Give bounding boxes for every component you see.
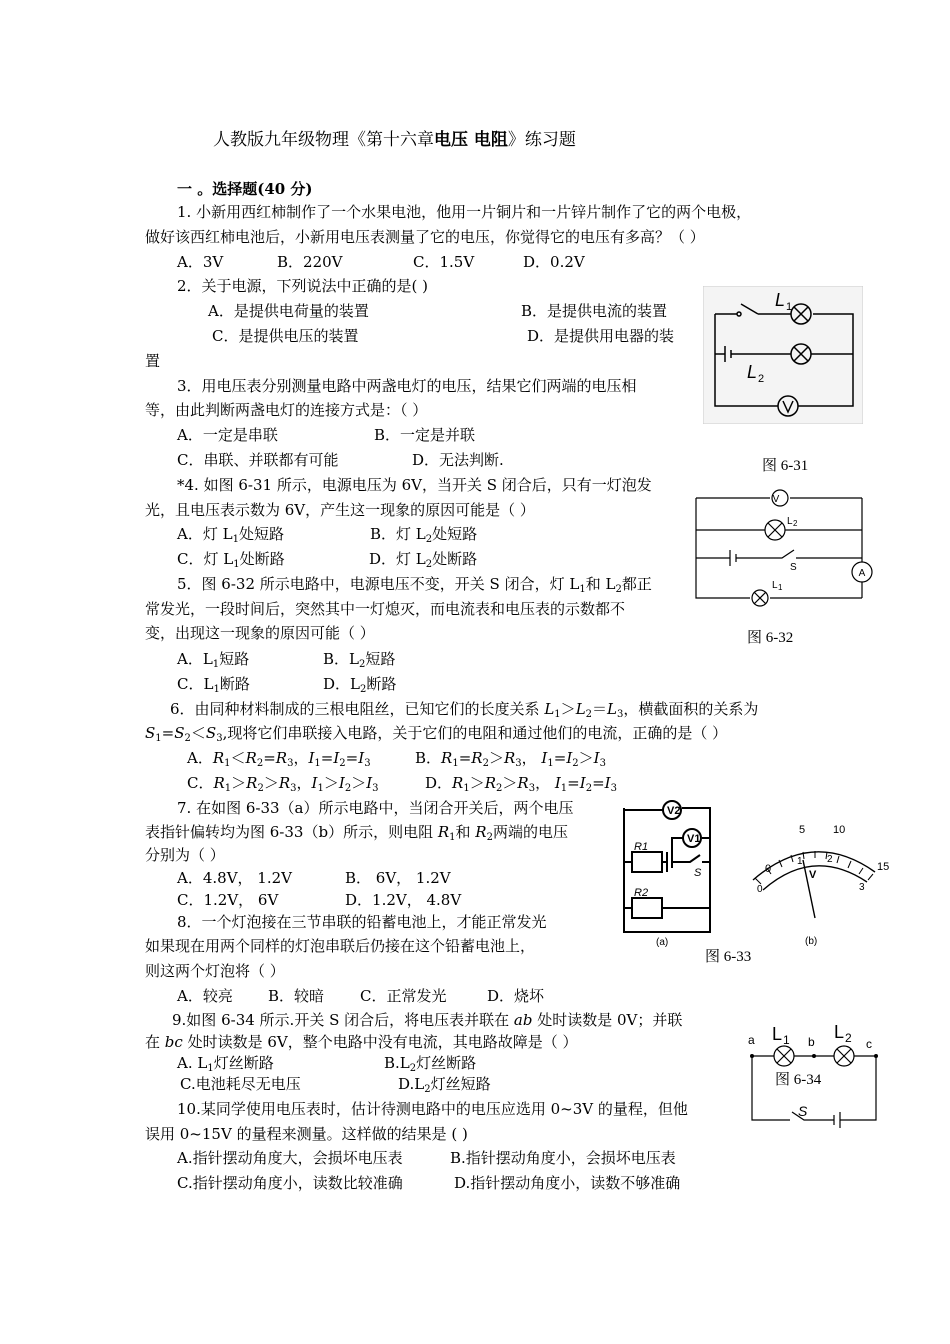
q3-option-b: B．一定是并联: [374, 426, 476, 444]
q1-option-a: A．3V: [177, 253, 224, 271]
svg-text:b: b: [808, 1035, 815, 1049]
q2-option-b: B．是提供电流的装置: [521, 302, 668, 320]
q7-line2: 表指针偏转均为图 6-33（b）所示，则电阻 $R_1$和 $R_2$两端的电压: [145, 823, 568, 843]
q2-line-cont: 置: [145, 352, 161, 370]
q4-option-a: A．灯 $L_1$处短路: [177, 525, 284, 545]
q5-line2: 常发光，一段时间后，突然其中一灯熄灭，而电流表和电压表的示数都不: [145, 600, 626, 618]
figure-6-33a-circuit: [612, 800, 730, 950]
q5-option-b: B．$L_2$短路: [323, 650, 396, 670]
q4-option-c: C．灯 $L_1$处断路: [177, 550, 285, 570]
figure-6-31-caption: 图 6-31: [762, 458, 809, 474]
svg-text:R2: R2: [634, 887, 649, 899]
svg-text:A: A: [858, 568, 866, 579]
svg-text:0: 0: [757, 884, 763, 895]
section-heading: 一 。选择题(40 分): [177, 180, 313, 198]
q6-option-b: B．$R_1=R_2>R_3$， $I_1=I_2>I_3$: [415, 749, 606, 769]
q2-option-a: A．是提供电荷量的装置: [208, 302, 369, 320]
svg-text:1: 1: [797, 856, 803, 867]
q10-option-c: C.指针摆动角度小，读数比较准确: [177, 1174, 403, 1192]
svg-text:S: S: [798, 1103, 808, 1119]
q5-option-d: D．$L_2$断路: [323, 675, 397, 695]
q5-option-c: C．$L_1$断路: [177, 675, 250, 695]
q3-line2: 等，由此判断两盏电灯的连接方式是：（ ）: [145, 401, 428, 419]
figure-6-32-caption: 图 6-32: [747, 630, 794, 646]
svg-text:L: L: [787, 516, 793, 527]
q3-line1: 3．用电压表分别测量电路中两盏电灯的电压，结果它们两端的电压相: [177, 377, 637, 395]
svg-text:L: L: [775, 290, 786, 310]
q9-option-a: A. $L_1$灯丝断路: [177, 1054, 274, 1074]
q8-line2: 如果现在用两个同样的灯泡串联后仍接在这个铅蓄电池上，: [145, 937, 536, 955]
figure-6-33a-label: (a): [656, 937, 669, 948]
q6-option-c: C．$R_1>R_2>R_3$，$I_1>I_2>I_3$: [187, 774, 379, 794]
figure-6-31-circuit: [703, 286, 863, 424]
svg-text:1: 1: [778, 583, 783, 592]
svg-text:0: 0: [765, 863, 772, 875]
q1-option-b: B．220V: [277, 253, 343, 271]
svg-text:1: 1: [783, 1033, 790, 1047]
svg-text:L: L: [772, 580, 778, 591]
q7-option-a: A．4.8V， 1.2V: [177, 869, 292, 887]
q1-line1: 1. 小新用西红柿制作了一个水果电池，他用一片铜片和一片锌片制作了它的两个电极，: [177, 203, 752, 221]
q8-option-d: D．烧坏: [487, 987, 545, 1005]
svg-text:L: L: [834, 1022, 845, 1042]
q6-line2: $S_1=S_2<S_3$,现将它们串联接入电路，关于它们的电阻和通过他们的电流，正确的是（ ）: [145, 724, 728, 744]
svg-text:c: c: [866, 1037, 872, 1051]
q10-line2: 误用 0~15V 的量程来测量。这样做的结果是 ( ): [145, 1125, 468, 1143]
q9-option-d: $D.L_2$灯丝短路: [398, 1075, 491, 1095]
q1-option-d: D．0.2V: [523, 253, 585, 271]
svg-text:L: L: [747, 362, 758, 382]
figure-6-33b-label: (b): [805, 936, 818, 947]
q7-option-d: D．1.2V， 4.8V: [345, 891, 462, 909]
q7-line1: 7. 在如图 6-33（a）所示电路中，当闭合开关后，两个电压: [177, 799, 574, 817]
q6-line1: 6．由同种材料制成的三根电阻丝，已知它们的长度关系 $L_1>L_2=L_3$，横截面积的关系为: [170, 700, 759, 720]
q9-line2: 在 bc 处时读数是 6V，整个电路中没有电流，其电路故障是（ ）: [145, 1033, 578, 1051]
svg-text:S: S: [790, 562, 797, 573]
svg-text:V2: V2: [667, 805, 681, 817]
svg-text:1: 1: [786, 301, 793, 313]
q6-option-d: D．$R_1>R_2>R_3$， $I_1=I_2=I_3$: [425, 774, 617, 794]
svg-text:a: a: [748, 1033, 755, 1047]
q10-option-d: D.指针摆动角度小，读数不够准确: [454, 1174, 681, 1192]
figure-6-32-circuit: [692, 488, 876, 610]
q3-option-c: C．串联、并联都有可能: [177, 451, 339, 469]
svg-text:V: V: [809, 869, 817, 881]
svg-text:R1: R1: [634, 841, 649, 853]
q10-line1: 10.某同学使用电压表时，估计待测电路中的电压应选用 0~3V 的量程，但他: [177, 1100, 688, 1118]
svg-text:V: V: [772, 494, 780, 505]
svg-text:5: 5: [799, 824, 806, 836]
q10-option-a: A.指针摆动角度大，会损坏电压表: [177, 1149, 403, 1167]
q4-line2: 光，且电压表示数为 6V，产生这一现象的原因可能是（ ）: [145, 501, 535, 519]
q4-option-b: B．灯 $L_2$处短路: [370, 525, 478, 545]
q4-line1: *4. 如图 6-31 所示，电源电压为 6V，当开关 S 闭合后，只有一灯泡发: [177, 476, 652, 494]
q8-option-a: A．较亮: [177, 987, 233, 1005]
q2-option-c: C．是提供电压的装置: [212, 327, 359, 345]
svg-text:10: 10: [833, 824, 846, 836]
page-title: 人教版九年级物理《第十六章电压 电阻》练习题: [213, 130, 576, 150]
q5-option-a: A．$L_1$短路: [177, 650, 250, 670]
q7-option-b: B． 6V， 1.2V: [345, 869, 451, 887]
q7-option-c: C．1.2V， 6V: [177, 891, 279, 909]
q4-option-d: D．灯 $L_2$处断路: [369, 550, 478, 570]
q6-option-a: A．$R_1<R_2=R_3$，$I_1=I_2=I_3$: [187, 749, 371, 769]
svg-text:2: 2: [827, 854, 833, 865]
q2-line1: 2．关于电源，下列说法中正确的是( ): [177, 277, 429, 295]
q8-option-b: B．较暗: [268, 987, 325, 1005]
q10-option-b: B.指针摆动角度小，会损坏电压表: [450, 1149, 676, 1167]
svg-text:L: L: [772, 1024, 783, 1044]
q7-line3: 分别为（ ）: [145, 846, 225, 864]
figure-6-33b-meter: [735, 818, 891, 950]
q3-option-d: D．无法判断.: [412, 451, 504, 469]
svg-text:15: 15: [877, 861, 890, 873]
q9-option-b: $B.L_2$灯丝断路: [384, 1054, 477, 1074]
q5-line1: 5．图 6-32 所示电路中，电源电压不变，开关 S 闭合，灯 $L_1$和 $L_2$都正: [177, 575, 652, 595]
q5-line3: 变，出现这一现象的原因可能（ ）: [145, 624, 375, 642]
q8-line3: 则这两个灯泡将（ ）: [145, 962, 285, 980]
svg-text:3: 3: [859, 882, 865, 893]
q9-line1: 9.如图 6-34 所示.开关 S 闭合后，将电压表并联在 ab 处时读数是 0V；并联: [172, 1011, 683, 1029]
q9-option-c: C.电池耗尽无电压: [180, 1075, 301, 1093]
q8-line1: 8．一个灯泡接在三节串联的铅蓄电池上，才能正常发光: [177, 913, 547, 931]
svg-text:2: 2: [845, 1031, 852, 1045]
figure-6-33-caption: 图 6-33: [705, 949, 752, 965]
q2-option-d: D．是提供用电器的装: [527, 327, 675, 345]
q8-option-c: C．正常发光: [360, 987, 447, 1005]
figure-6-34-caption: 图 6-34: [775, 1072, 822, 1088]
q1-option-c: C．1.5V: [413, 253, 475, 271]
svg-text:V1: V1: [687, 833, 701, 845]
svg-text:2: 2: [758, 373, 765, 385]
q3-option-a: A．一定是串联: [177, 426, 278, 444]
q1-line2: 做好该西红柿电池后，小新用电压表测量了它的电压，你觉得它的电压有多高？（ ）: [145, 228, 705, 246]
svg-text:S: S: [694, 867, 702, 879]
svg-text:2: 2: [793, 519, 798, 528]
